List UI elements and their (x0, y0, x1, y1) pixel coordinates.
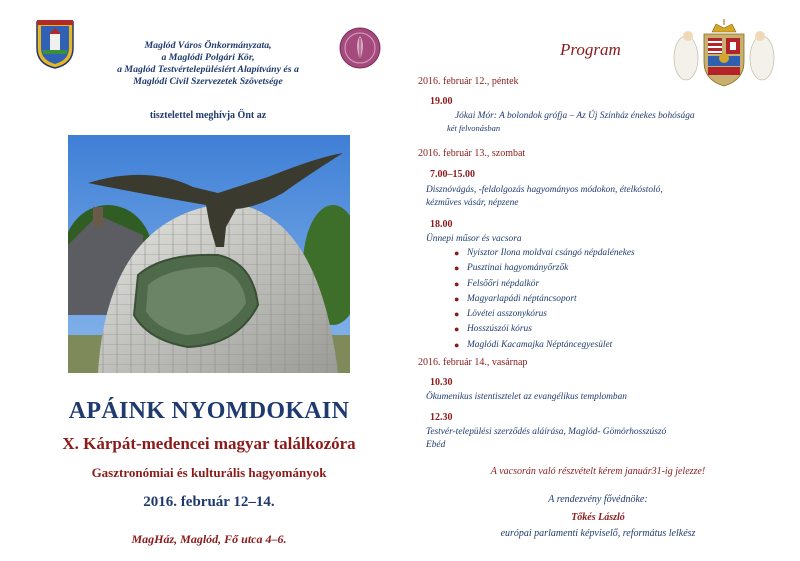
eagle-monument-photo (68, 135, 350, 373)
performer-name: Hosszúszói kórus (467, 324, 532, 335)
invite-text: tisztelettel meghívja Önt az (149, 110, 267, 121)
organizer-line: a Maglódi Polgári Kör, (161, 52, 255, 63)
program-item-description: Ebéd (426, 440, 446, 450)
event-title: APÁINK NYOMDOKAIN (68, 398, 350, 424)
bullet-icon: ● (454, 248, 460, 258)
maglod-coat-of-arms-icon (35, 20, 75, 70)
patron-heading: A rendezvény fővédnöke: (548, 494, 648, 505)
performer-name: Maglódi Kacamajka Néptáncegyesület (467, 339, 613, 350)
bullet-icon: ● (454, 339, 460, 350)
day-label: 2016. február 13., szombat (418, 148, 526, 159)
performer-name: Magyarlapádi néptáncsoport (467, 293, 577, 304)
performer-name: Nyisztor Ilona moldvai csángó népdalénekes (467, 248, 635, 258)
program-item-description: Jókai Mór: A bolondok grófja – Az Új Színház énekes bohósága (455, 111, 695, 121)
day-label: 2016. február 12., péntek (418, 76, 519, 87)
day-label: 2016. február 14., vasárnap (418, 357, 528, 368)
bullet-icon: ● (454, 309, 460, 320)
event-venue: MagHáz, Maglód, Fő utca 4–6. (131, 532, 287, 546)
time-label: 18.00 (430, 219, 453, 230)
program-item-description: kézműves vásár, népzene (426, 198, 519, 208)
list-item (454, 277, 635, 292)
program-item-description: két felvonásban (447, 123, 501, 133)
bullet-icon: ● (454, 263, 460, 274)
list-item (454, 261, 635, 276)
list-item (454, 307, 635, 322)
organizer-line: a Maglód Testvértelepülésiért Alapítvány és a (117, 64, 299, 75)
bullet-icon: ● (454, 278, 460, 289)
patron-title: európai parlamenti képviselő, református lelkész (500, 528, 696, 539)
event-theme: Gasztronómiai és kulturális hagyományok (91, 465, 327, 480)
program-item-description: Ökumenikus istentisztelet az evangélikus templomban (426, 392, 627, 402)
organizer-line: Maglód Város Önkormányzata, (144, 40, 272, 51)
program-item-description: Ünnepi műsor és vacsora (426, 234, 522, 244)
list-item (454, 322, 635, 337)
time-label: 12.30 (430, 412, 453, 423)
event-subtitle: X. Kárpát-medencei magyar találkozóra (62, 434, 356, 453)
bullet-icon: ● (454, 324, 460, 335)
event-dates: 2016. február 12–14. (143, 494, 275, 510)
performer-name: Pusztinai hagyományőrzők (467, 263, 569, 274)
performer-list (455, 246, 635, 353)
time-label: 10.30 (430, 377, 453, 388)
time-label: 7.00–15.00 (430, 169, 475, 180)
program-item-description: Testvér-települési szerződés aláírása, Maglód- Gömörhosszúszó (426, 427, 667, 437)
patron-name: Tőkés László (571, 512, 625, 523)
program-title: Program (560, 40, 621, 59)
bullet-icon: ● (454, 293, 460, 304)
organizer-line: Maglódi Civil Szervezetek Szövetsége (133, 76, 283, 87)
list-item (454, 292, 635, 307)
performer-name: Lövétei asszonykórus (467, 309, 547, 320)
list-item (454, 338, 635, 353)
rsvp-note: A vacsorán való részvételt kérem január31-ig jelezze! (490, 466, 706, 477)
polgari-kor-seal-icon (338, 26, 382, 70)
performer-name: Felsőőri népdalkör (467, 278, 540, 289)
program-item-description: Disznóvágás, -feldolgozás hagyományos módokon, ételkóstoló, (426, 185, 663, 195)
hungarian-coat-of-arms-icon (668, 18, 780, 88)
list-item (454, 246, 635, 261)
organizers-block (80, 40, 336, 88)
time-label: 19.00 (430, 96, 453, 107)
